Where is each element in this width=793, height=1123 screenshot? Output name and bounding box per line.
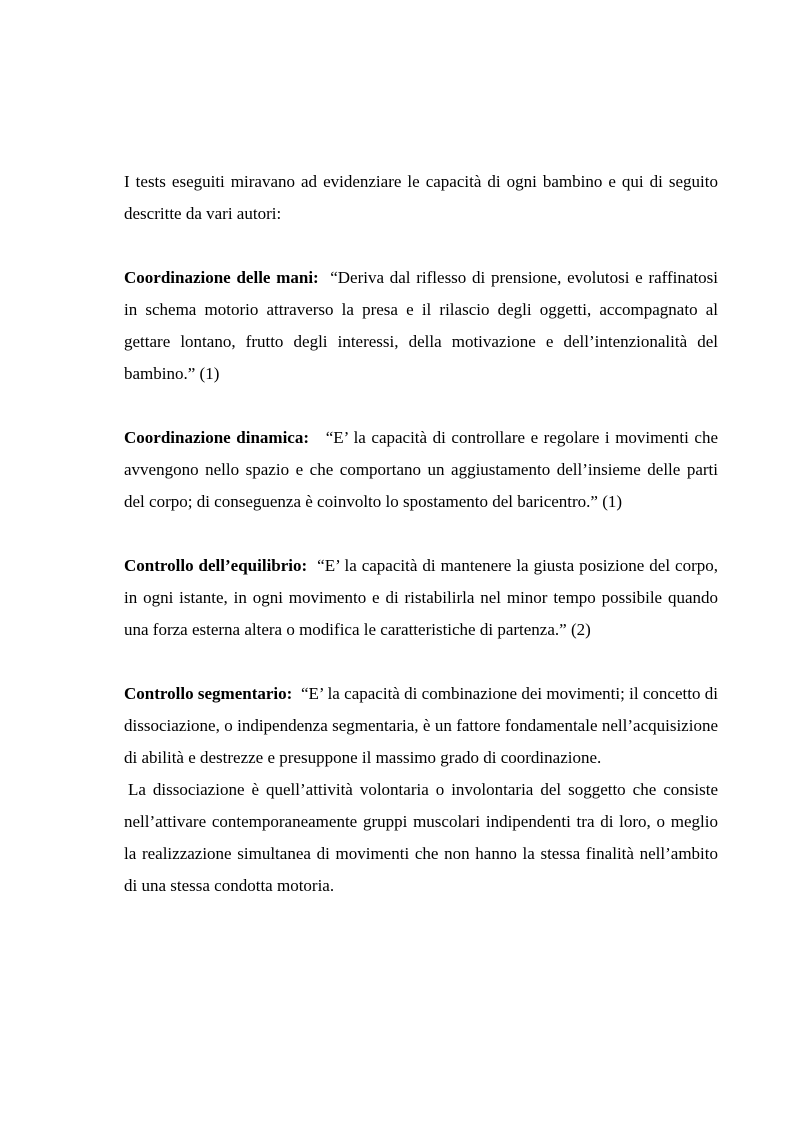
section-dynamic-coordination: [124, 422, 718, 518]
paragraph-gap: [124, 390, 718, 422]
paragraph-gap: [124, 518, 718, 550]
section-balance-control: [124, 550, 718, 646]
section-term: Coordinazione delle mani:: [124, 268, 319, 287]
section-hand-coordination: [124, 262, 718, 390]
section-text: “Deriva dal riflesso di prensione, evolutosi e raffinatosi in schema motorio attraverso la presa e il rilascio degli oggetti, accompagnato al gettare lontano, frutto degli interessi, della motivazione e dell’intenzionalità del bambino.” (1): [124, 268, 719, 383]
document-page: [124, 166, 718, 902]
section-segmental-control: [124, 678, 718, 774]
section-term: Controllo segmentario:: [124, 684, 293, 703]
section-text: “E’ la capacità di controllare e regolare i movimenti che avvengono nello spazio e che comportano un aggiustamento dell’insieme delle parti del corpo; di conseguenza è coinvolto lo spostamento del baricentro.” (1): [124, 428, 719, 511]
paragraph-gap: [124, 230, 718, 262]
closing-paragraph: [124, 774, 718, 902]
section-text: “E’ la capacità di combinazione dei movimenti; il concetto di dissociazione, o indipendenza segmentaria, è un fattore fondamentale nell’acquisizione di abilità e destrezze e presuppone il massimo grado di coordinazione.: [124, 684, 718, 767]
closing-text: La dissociazione è quell’attività volontaria o involontaria del soggetto che consiste nell’attivare contemporaneamente gruppi muscolari indipendenti tra di loro, o meglio la realizzazione simultanea di movimenti che non hanno la stessa finalità nell’ambito di una stessa condotta motoria.: [124, 780, 718, 895]
section-term: Coordinazione dinamica:: [124, 428, 310, 447]
intro-paragraph: I tests eseguiti miravano ad evidenziare le capacità di ogni bambino e qui di seguito descritte da vari autori:: [124, 172, 718, 223]
paragraph-gap: [124, 646, 718, 678]
section-text: “E’ la capacità di mantenere la giusta posizione del corpo, in ogni istante, in ogni movimento e di ristabilirla nel minor tempo possibile quando una forza esterna altera o modifica le caratteristiche di partenza.” (2): [124, 556, 719, 639]
section-term: Controllo dell’equilibrio:: [124, 556, 308, 575]
